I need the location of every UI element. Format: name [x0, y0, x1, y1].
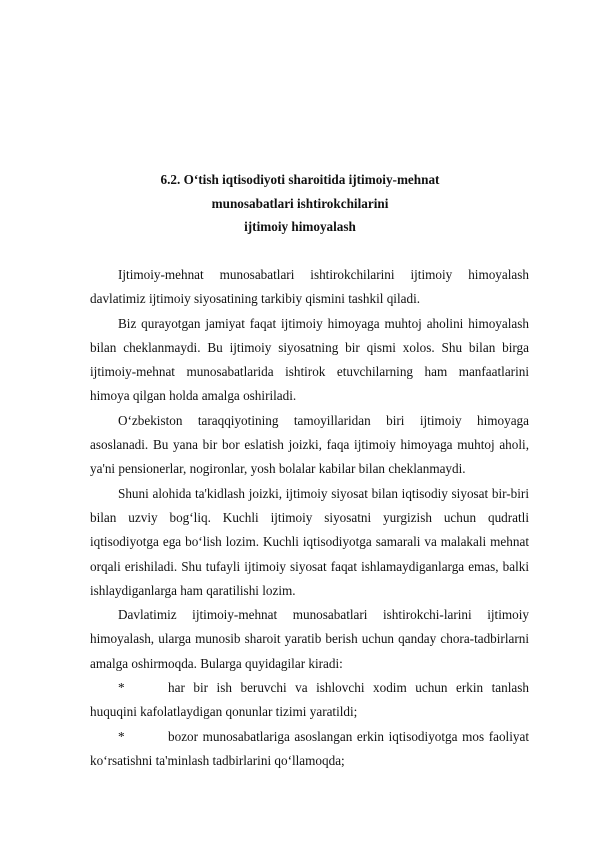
- paragraph: Davlatimiz ijtimoiy-mehnat munosabatlari ishtirokchi-larini ijtimoiy himoyalash, ularga munosib sharoit yaratib berish uchun qanday chora-tadbirlarni amalga oshirmoqda. Bularga quyidagilar kiradi:: [90, 607, 529, 671]
- bullet-asterisk: *: [118, 680, 125, 696]
- heading-line-3: ijtimoiy himoyalash: [244, 219, 356, 234]
- bullet-text: har bir ish beruvchi va ishlovchi xodim uchun erkin tanlash huquqini kafolatlaydigan qonunlar tizimi yaratildi;: [90, 680, 529, 720]
- bullet-text: bozor munosabatlariga asoslangan erkin iqtisodiyotga mos faoliyat ko‘rsatishni ta'minlash tadbirlarini qo‘llamoqda;: [90, 728, 529, 768]
- bullet-item: [90, 725, 529, 774]
- section-heading: [90, 168, 510, 239]
- heading-line-2: munosabatlari ishtirokchilarini: [211, 195, 389, 211]
- paragraph: Ijtimoiy-mehnat munosabatlari ishtirokchilarini ijtimoiy himoyalash davlatimiz ijtimoiy siyosatining tarkibiy qismini tashkil qiladi.: [90, 267, 529, 307]
- bullet-item: [90, 676, 529, 725]
- paragraph: O‘zbekiston taraqqiyotining tamoyillaridan biri ijtimoiy himoyaga asoslanadi. Bu yana bir bor eslatish joizki, faqa ijtimoiy himoyaga muhtoj aholi, ya'ni pensionerlar, nogironlar, yosh bolalar kabilar bilan cheklanmaydi.: [90, 412, 529, 477]
- heading-line-1: 6.2. O‘tish iqtisodiyoti sharoitida ijtimoiy-mehnat: [160, 172, 440, 187]
- body-text: [90, 263, 529, 773]
- paragraph: Shuni alohida ta'kidlash joizki, ijtimoiy siyosat bilan iqtisodiy siyosat bir-biri bilan uzviy bog‘liq. Kuchli ijtimoiy siyosatni yurgizish uchun qudratli iqtisodiyotga ega bo‘lish lozim. Kuchli iqtisodiyotga samarali va malakali mehnat orqali erishiladi. Shu tufayli ijtimoiy siyosat faqat ishlamaydiganlarga emas, balki ishlaydiganlarga ham qaratilishi lozim.: [90, 485, 529, 598]
- bullet-asterisk: *: [118, 728, 125, 744]
- paragraph: Biz qurayotgan jamiyat faqat ijtimoiy himoyaga muhtoj aholini himoyalash bilan cheklanmaydi. Bu ijtimoiy siyosatning bir qismi xolos. Shu bilan birga ijtimoiy-mehnat munosabatlarida ishtirok etuvchilarning ham manfaatlarini himoya qilgan holda amalga oshiriladi.: [90, 315, 529, 404]
